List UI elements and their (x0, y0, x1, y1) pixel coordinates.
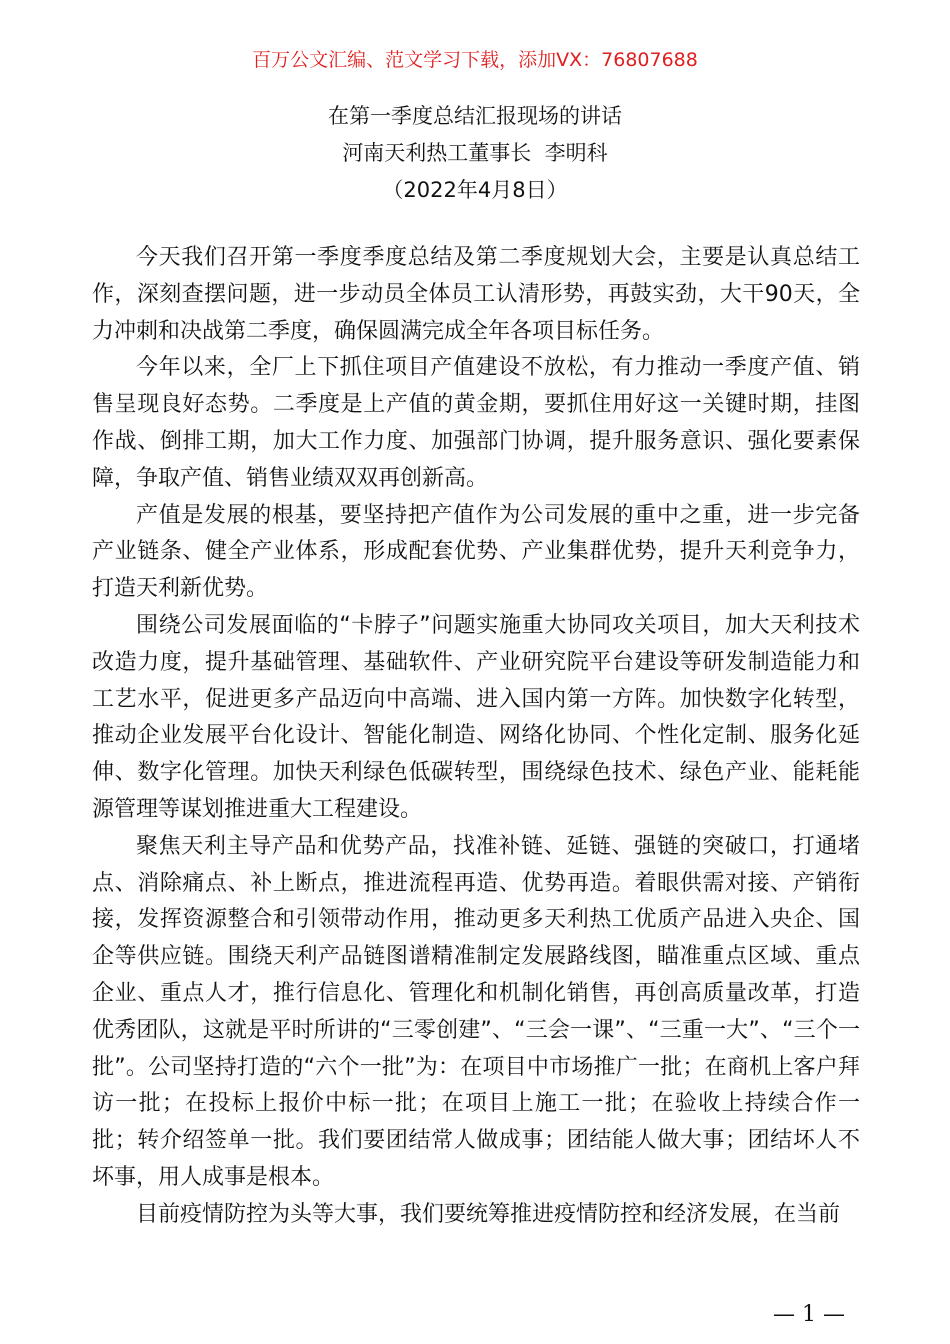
title-block (0, 98, 950, 209)
speech-date: （2022年4月8日） (382, 178, 568, 202)
speaker-line: 河南天利热工董事长 李明科 (342, 141, 608, 165)
paragraph: 产值是发展的根基，要坚持把产值作为公司发展的重中之重，进一步完备产业链条、健全产业体系，形成配套优势、产业集群优势，提升天利竞争力，打造天利新优势。 (92, 502, 860, 602)
speech-title: 在第一季度总结汇报现场的讲话 (328, 104, 622, 128)
page-number: — 1 — (773, 1302, 845, 1327)
paragraph: 今天我们召开第一季度季度总结及第二季度规划大会，主要是认真总结工作，深刻查摆问题，进一步动员全体员工认清形势，再鼓实劲，大干90天，全力冲刺和决战第二季度，确保圆满完成全年各项目标任务。 (92, 245, 860, 344)
download-banner: 百万公文汇编、范文学习下载，添加VX：76807688 (252, 49, 698, 71)
paragraph: 围绕公司发展面临的“卡脖子”问题实施重大协同攻关项目，加大天利技术改造力度，提升基础管理、基础软件、产业研究院平台建设等研发制造能力和工艺水平，促进更多产品迈向中高端、进入国内第一方阵。加快数字化转型，推动企业发展平台化设计、智能化制造、网络化协同、个性化定制、服务化延伸、数字化管理。加快天利绿色低碳转型，围绕绿色技术、绿色产业、能耗能源管理等谋划推进重大工程建设。 (92, 612, 860, 822)
paragraph: 聚焦天利主导产品和优势产品，找准补链、延链、强链的突破口，打通堵点、消除痛点、补上断点，推进流程再造、优势再造。着眼供需对接、产销衔接，发挥资源整合和引领带动作用，推动更多天利热工优质产品进入央企、国企等供应链。围绕天利产品链图谱精准制定发展路线图，瞄准重点区域、重点企业、重点人才，推行信息化、管理化和机制化销售，再创高质量改革，打造优秀团队，这就是平时所讲的“三零创建”、“三会一课”、“三重一大”、“三个一批”。公司坚持打造的“六个一批”为：在项目中市场推广一批；在商机上客户拜访一批；在投标上报价中标一批；在项目上施工一批；在验收上持续合作一批；转介绍签单一批。我们要团结常人做成事；团结能人做大事；团结坏人不坏事，用人成事是根本。 (92, 833, 860, 1190)
paragraph: 今年以来，全厂上下抓住项目产值建设不放松，有力推动一季度产值、销售呈现良好态势。二季度是上产值的黄金期，要抓住用好这一关键时期，挂图作战、倒排工期，加大工作力度、加强部门协调，提升服务意识、强化要素保障，争取产值、销售业绩双双再创新高。 (92, 355, 860, 491)
paragraph: 目前疫情防控为头等大事，我们要统筹推进疫情防控和经济发展，在当前 (136, 1201, 841, 1227)
speech-body (92, 240, 860, 1234)
